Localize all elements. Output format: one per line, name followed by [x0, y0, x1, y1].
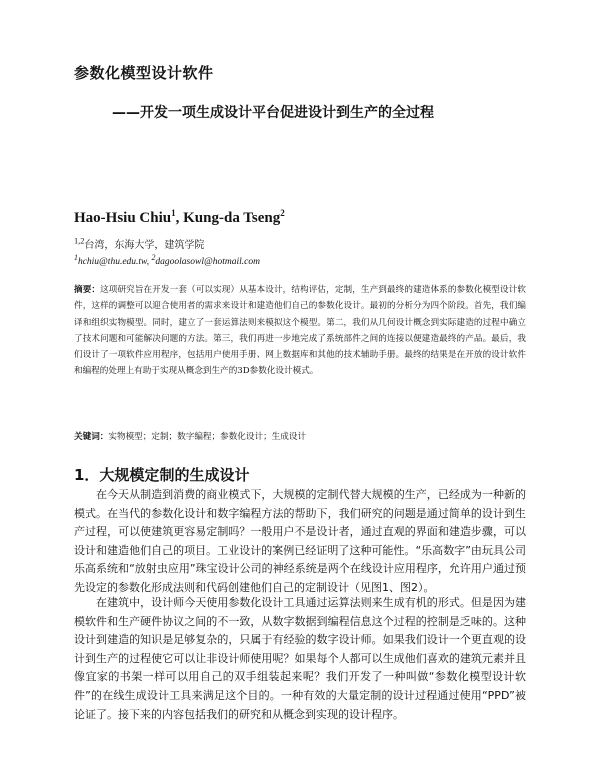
affiliation-text: 台湾，东海大学，建筑学院	[84, 240, 205, 251]
email-1: hchiu@thu.edu.tw	[77, 257, 147, 268]
email-1-sup: 1	[74, 253, 78, 262]
affiliation	[74, 236, 204, 251]
affiliation-sup: 1,2	[74, 236, 85, 246]
email-separator: ,	[146, 257, 152, 268]
abstract-text: 这项研究旨在开发一套（可以实现）从基本设计，结构评估，定制，生产到最终的建造体系的参数化模型设计软件，这样的调整可以迎合使用者的需求来设计和建造他们自己的参数化设计。最初的分析分为四个阶段。首先，我们编译和组织实物模型。同时，建立了一套运算法则来模拟这个模型。第二，我们从几何设计概念到实际建造的过程中确立了技术问题和可能解决问题的方法。第三，我们再进一步地完成了系统部件之间的连接以便建造最终的产品。最后，我们设计了一项软件应用程序，包括用户使用手册、网上数据库和其他的技术辅助手册。最终的结果是在开放的设计软件和编程的处理上有助于实现从概念到生产的3D参数化设计模式。	[74, 285, 526, 377]
email-2: dagoolasowl@hotmail.com	[155, 257, 260, 268]
section-1-heading: 1．大规模定制的生成设计	[74, 466, 250, 484]
abstract	[74, 282, 526, 380]
author-1-name: Hao-Hsiu Chiu	[74, 210, 172, 226]
author-2-sup: 2	[280, 208, 285, 218]
paper-subtitle: ——开发一项生成设计平台促进设计到生产的全过程	[112, 105, 434, 121]
abstract-label: 摘要：	[74, 285, 101, 295]
section-1-paragraph-2: 在建筑中，设计师今天使用参数化设计工具通过运算法则来生成有机的形式。但是因为建模软件和生产硬件协议之间的不一致，从数字数据到编程信息这个过程的控制是乏味的。这种设计到建造的知识是足够复杂的，只属于有经验的数字设计师。如果我们设计一个更直观的设计到生产的过程使它可以让非设计师使用呢？如果每个人都可以生成他们喜欢的建筑元素并且像宜家的书架一样可以用自己的双手组装起来呢？我们开发了一种叫做“参数化模型设计软件”的在线生成设计工具来满足这个目的。一种有效的大量定制的设计过程通过使用“PPD”被论证了。接下来的内容包括我们的研究和从概念到实现的设计程序。	[74, 596, 526, 721]
author-line	[74, 208, 285, 227]
author-emails	[74, 253, 260, 267]
keywords	[74, 430, 526, 442]
author-1-sup: 1	[171, 208, 176, 218]
author-2-name: Kung-da Tseng	[183, 210, 281, 226]
keywords-label: 关键词：	[74, 432, 109, 442]
paper-title: 参数化模型设计软件	[74, 64, 214, 82]
email-2-sup: 2	[151, 253, 156, 262]
section-1-paragraph-1: 在今天从制造到消费的商业模式下，大规模的定制代替大规模的生产，已经成为一种新的模式。在当代的参数化设计和数字编程方法的帮助下，我们研究的问题是通过简单的设计到生产过程，可以使建筑更容易定制吗？一般用户不是设计者，通过直观的界面和建造步骤，可以设计和建造他们自己的项目。工业设计的案例已经证明了这种可能性。“乐高数字”由玩具公司乐高系统和“放射虫应用”珠宝设计公司的神经系统是两个在线设计应用程序，允许用户通过预先设定的参数化形成法则和代码创建他们自己的定制设计（见图1、图2）。	[74, 488, 526, 594]
keywords-text: 实物模型；定制；数字编程；参数化设计；生成设计	[108, 432, 307, 442]
author-separator: ,	[175, 210, 184, 226]
